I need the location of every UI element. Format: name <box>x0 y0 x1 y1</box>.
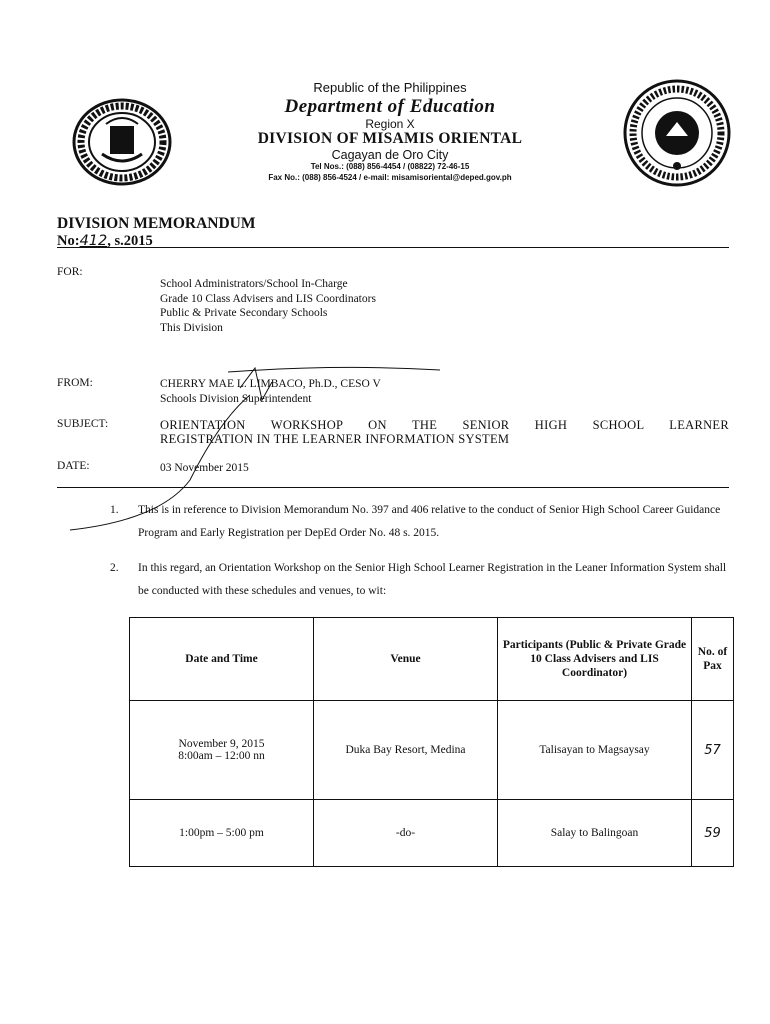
cell-pax: 57 <box>692 701 734 800</box>
department-heading: Department of Education <box>284 96 496 117</box>
memo-title: DIVISION MEMORANDUM <box>57 215 256 232</box>
table-row <box>130 800 734 867</box>
paragraph-1: This is in reference to Division Memorandum No. 397 and 406 relative to the conduct of Senior High School Career Guidance Program and Early Registration per DepEd Order No. 48 s. 2015. <box>138 504 721 539</box>
cell-venue: Duka Bay Resort, Medina <box>314 701 498 800</box>
title-divider <box>57 247 729 248</box>
cell-participants: Salay to Balingoan <box>498 800 692 867</box>
recipient-line: School Administrators/School In-Charge <box>160 278 348 290</box>
cell-date-time <box>130 701 314 800</box>
recipient-line: Public & Private Secondary Schools <box>160 307 328 319</box>
memo-number-handwritten: 412 <box>79 233 108 249</box>
division-heading: DIVISION OF MISAMIS ORIENTAL <box>257 130 523 147</box>
republic-heading: Republic of the Philippines <box>313 80 467 95</box>
cell-pax: 59 <box>692 800 734 867</box>
memo-number-suffix: , s.2015 <box>107 233 153 249</box>
schedule-table <box>129 617 734 867</box>
table-header-row <box>130 618 734 701</box>
deped-seal-left <box>72 98 172 186</box>
header-venue: Venue <box>314 618 498 701</box>
date-value: 03 November 2015 <box>160 462 249 474</box>
telephone-line: Tel Nos.: (088) 856-4454 / (08822) 72-46-15 <box>310 162 470 171</box>
cell-date-time <box>130 800 314 867</box>
for-recipients <box>160 277 376 335</box>
subject-line-1: ORIENTATION WORKSHOP ON THE SENIOR HIGH SCHOOL LEARNER <box>160 418 729 432</box>
division-seal-right <box>622 78 732 188</box>
recipient-line: Grade 10 Class Advisers and LIS Coordinators <box>160 292 376 305</box>
sender-position: Schools Division Superintendent <box>160 392 312 405</box>
recipient-line: This Division <box>160 321 223 334</box>
date-label: DATE: <box>57 460 90 472</box>
cell-date: November 9, 2015 <box>178 738 265 750</box>
paragraph-2: In this regard, an Orientation Workshop on the Senior High School Learner Registration in the Leaner Information System shall be conducted with these schedules and venues, to wit: <box>138 562 727 597</box>
cell-time: 1:00pm – 5:00 pm <box>179 827 264 839</box>
table-row <box>130 701 734 800</box>
header-pax: No. of Pax <box>692 618 734 701</box>
from-label: FROM: <box>57 377 93 389</box>
cell-venue: -do- <box>314 800 498 867</box>
cell-time: 8:00am – 12:00 nn <box>178 750 265 762</box>
subject-line-2: REGISTRATION IN THE LEARNER INFORMATION SYSTEM <box>160 432 510 446</box>
sender-name: CHERRY MAE L. LIMBACO, Ph.D., CESO V <box>160 378 381 390</box>
subject-label: SUBJECT: <box>57 418 109 430</box>
region-heading: Region X <box>365 117 415 131</box>
cell-participants: Talisayan to Magsaysay <box>498 701 692 800</box>
header-participants: Participants (Public & Private Grade 10 Class Advisers and LIS Coordinator) <box>498 618 692 701</box>
city-heading: Cagayan de Oro City <box>331 148 449 162</box>
memo-number-prefix: No: <box>57 233 80 249</box>
paragraph-number: 1. <box>110 504 119 516</box>
paragraph-number: 2. <box>110 562 119 574</box>
fax-email-line: Fax No.: (088) 856-4524 / e-mail: misamisoriental@deped.gov.ph <box>268 173 512 182</box>
header-date-time: Date and Time <box>130 618 314 701</box>
for-label: FOR: <box>57 266 83 278</box>
